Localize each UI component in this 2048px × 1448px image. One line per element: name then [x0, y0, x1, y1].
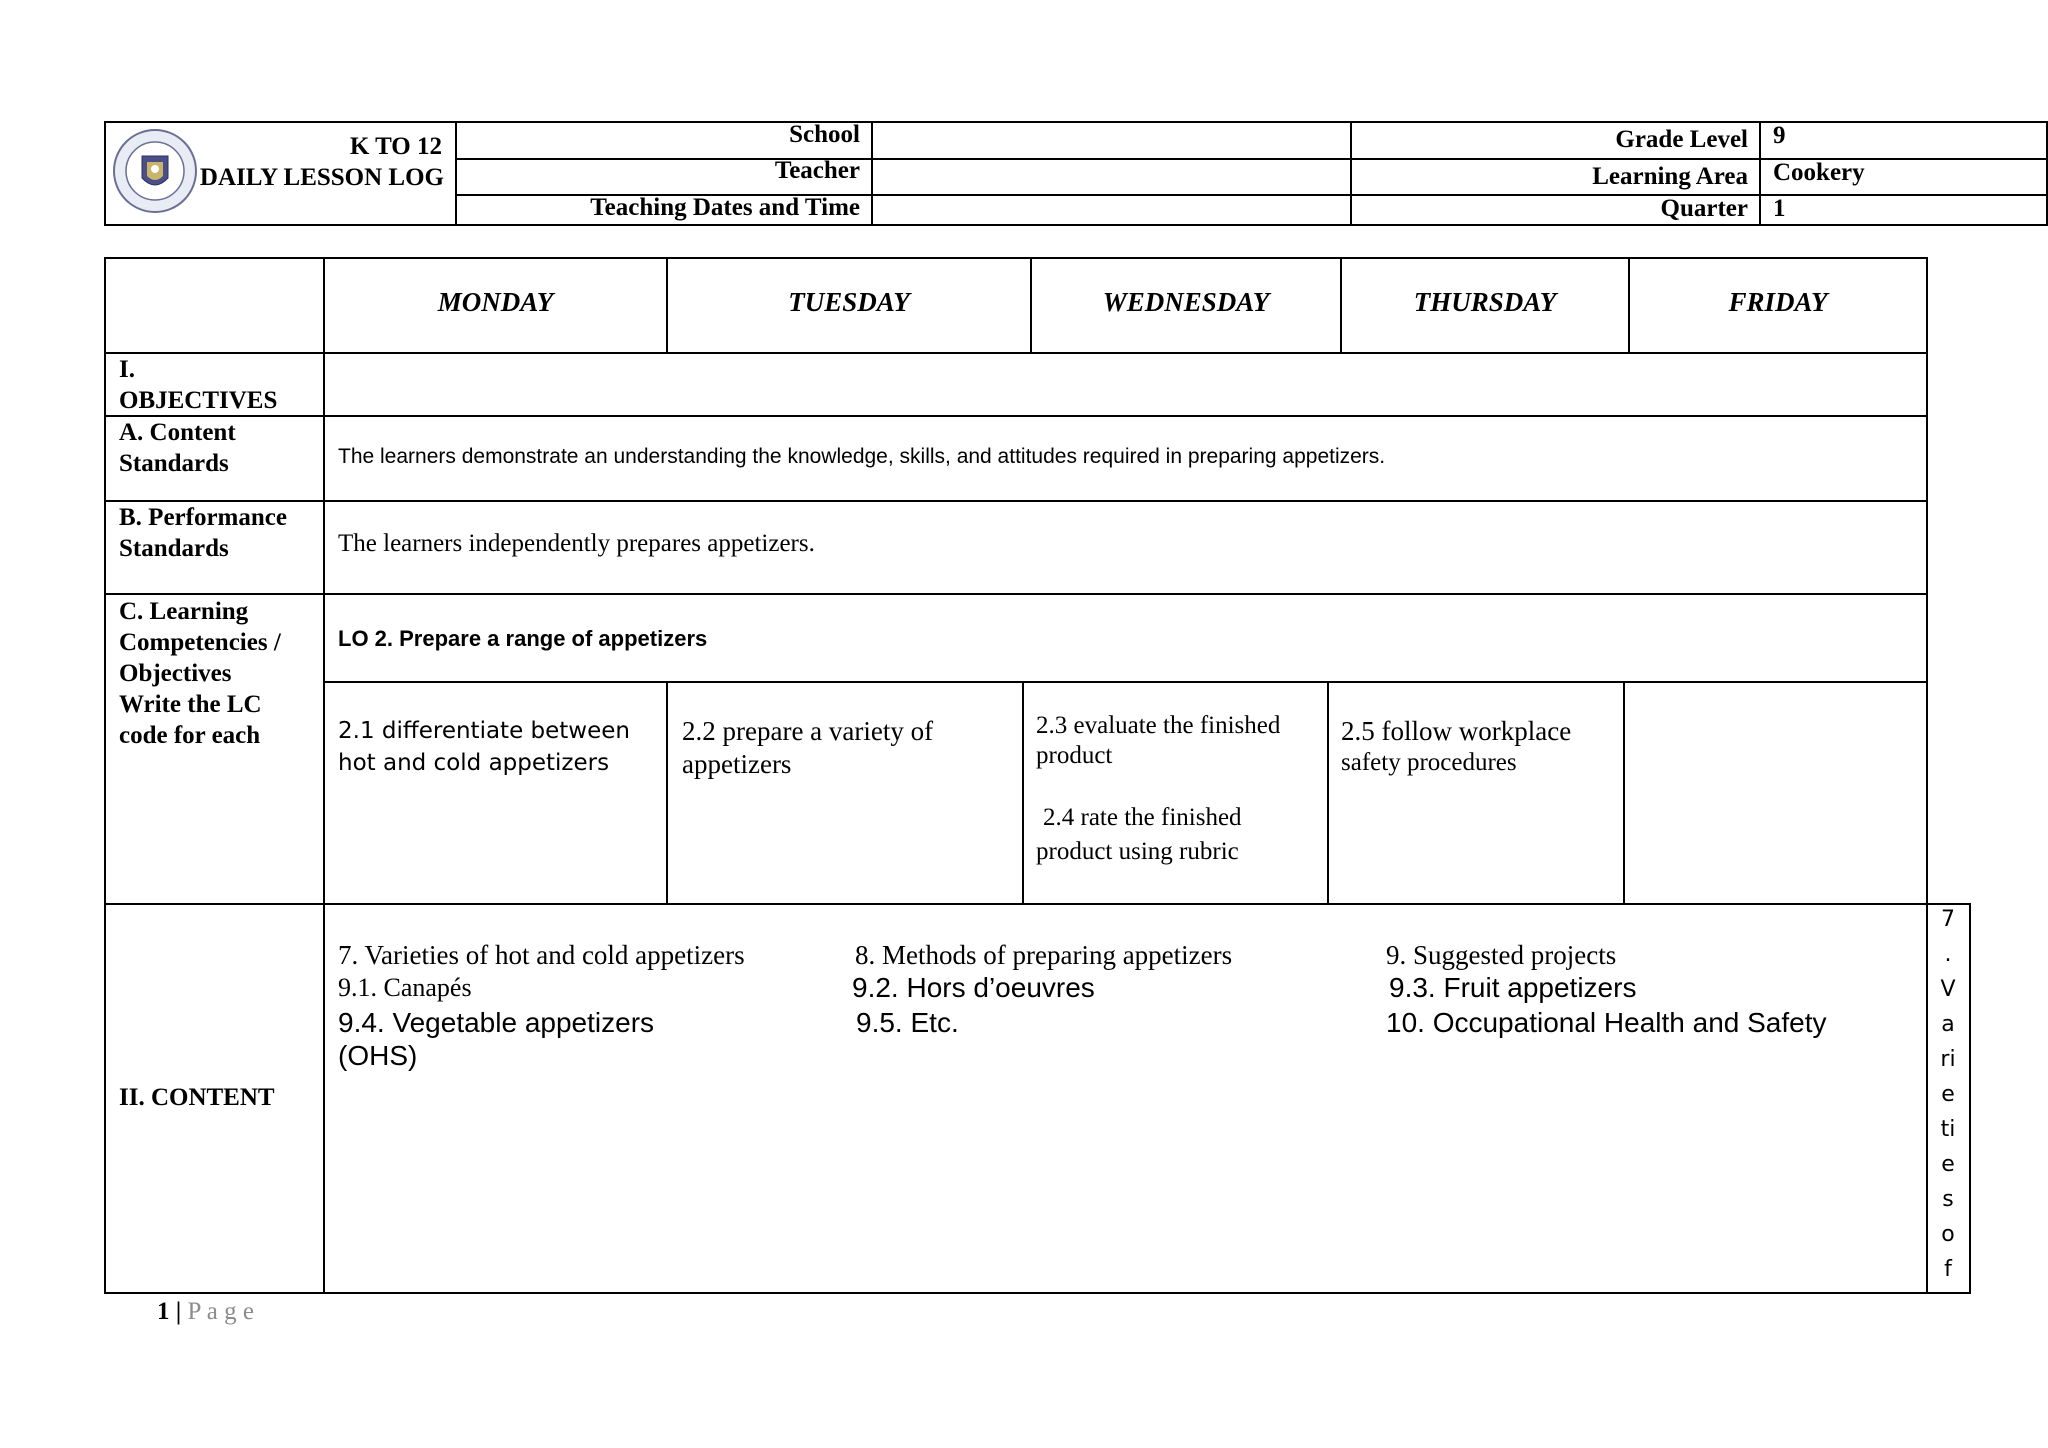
content-item-9-2: 9.2. Hors d’oeuvres [852, 972, 1095, 1003]
content-item-ohs: (OHS) [338, 1040, 418, 1071]
teacher-label: Teacher [774, 157, 860, 184]
day-header-friday: FRIDAY [1728, 287, 1828, 317]
competencies-label-line3: Objectives [119, 660, 232, 687]
day-header-wednesday: WEDNESDAY [1102, 287, 1270, 317]
content-item-9: 9. Suggested projects [1386, 940, 1617, 970]
content-item-7: 7. Varieties of hot and cold appetizers [338, 940, 745, 970]
vertical-char: s [1942, 1187, 1954, 1212]
content-standards-text: The learners demonstrate an understanding the knowledge, skills, and attitudes required in preparing appetizers. [338, 445, 1386, 468]
log-title-line2: DAILY LESSON LOG [199, 164, 444, 191]
vertical-char: 7 [1941, 907, 1955, 932]
page-footer [157, 1298, 254, 1326]
performance-standards-text: The learners independently prepares appetizers. [338, 530, 815, 557]
quarter-label: Quarter [1660, 195, 1748, 222]
monday-objective-line2: hot and cold appetizers [338, 750, 610, 776]
grade-level-label: Grade Level [1615, 126, 1748, 153]
competencies-label-line5: code for each [119, 722, 261, 749]
vertical-char: o [1941, 1222, 1955, 1247]
content-item-8: 8. Methods of preparing appetizers [855, 940, 1233, 970]
day-header-tuesday: TUESDAY [788, 287, 910, 317]
vertical-char: V [1940, 977, 1956, 1002]
wednesday-objective-a-line2: product [1036, 742, 1113, 769]
vertical-char: e [1941, 1082, 1955, 1107]
school-label: School [789, 121, 860, 148]
competencies-label-line1: C. Learning [119, 598, 249, 625]
performance-standards-label-line1: B. Performance [119, 504, 287, 531]
vertical-char: . [1944, 942, 1952, 967]
monday-objective-line1: 2.1 differentiate between [338, 718, 630, 744]
day-header-thursday: THURSDAY [1413, 287, 1557, 317]
content-item-10: 10. Occupational Health and Safety [1386, 1007, 1827, 1038]
thursday-objective-line2: safety procedures [1341, 749, 1517, 776]
tuesday-objective-line1: 2.2 prepare a variety of [682, 716, 934, 746]
log-title-line1: K TO 12 [349, 133, 442, 160]
tuesday-objective-line2: appetizers [682, 749, 792, 779]
grade-level-value: 9 [1773, 122, 1786, 149]
vertical-char: e [1941, 1152, 1955, 1177]
objectives-label-line1: I. [119, 356, 135, 383]
competencies-label-line2: Competencies / [119, 629, 281, 656]
wednesday-objective-b-line1: 2.4 rate the finished [1043, 804, 1242, 831]
content-item-9-1: 9.1. Canapés [338, 973, 472, 1002]
performance-standards-label-line2: Standards [119, 535, 229, 562]
vertical-char: ti [1940, 1117, 1956, 1142]
quarter-value: 1 [1773, 195, 1786, 222]
vertical-char: ri [1940, 1047, 1956, 1072]
vertical-char: f [1944, 1257, 1952, 1282]
learning-area-label: Learning Area [1592, 163, 1748, 190]
content-item-9-4: 9.4. Vegetable appetizers [338, 1007, 655, 1038]
day-header-monday: MONDAY [437, 287, 554, 317]
vertical-char: a [1941, 1012, 1955, 1037]
page-number: 1 [157, 1298, 170, 1325]
content-standards-label-line2: Standards [119, 450, 229, 477]
learning-outcome-text: LO 2. Prepare a range of appetizers [338, 626, 708, 651]
thursday-objective-line1: 2.5 follow workplace [1341, 716, 1572, 746]
wednesday-objective-b-line2: product using rubric [1036, 838, 1239, 865]
content-item-9-5: 9.5. Etc. [856, 1007, 959, 1038]
content-standards-label-line1: A. Content [119, 419, 236, 446]
learning-area-value: Cookery [1773, 159, 1865, 186]
content-label: II. CONTENT [119, 1084, 275, 1111]
wednesday-objective-a-line1: 2.3 evaluate the finished [1036, 712, 1281, 739]
competencies-label-line4: Write the LC [119, 691, 262, 718]
content-item-9-3: 9.3. Fruit appetizers [1389, 972, 1637, 1003]
page-separator: | [169, 1298, 188, 1325]
teaching-dates-label: Teaching Dates and Time [590, 194, 860, 221]
objectives-label-line2: OBJECTIVES [119, 387, 278, 414]
page-word: P a g e [187, 1298, 254, 1325]
